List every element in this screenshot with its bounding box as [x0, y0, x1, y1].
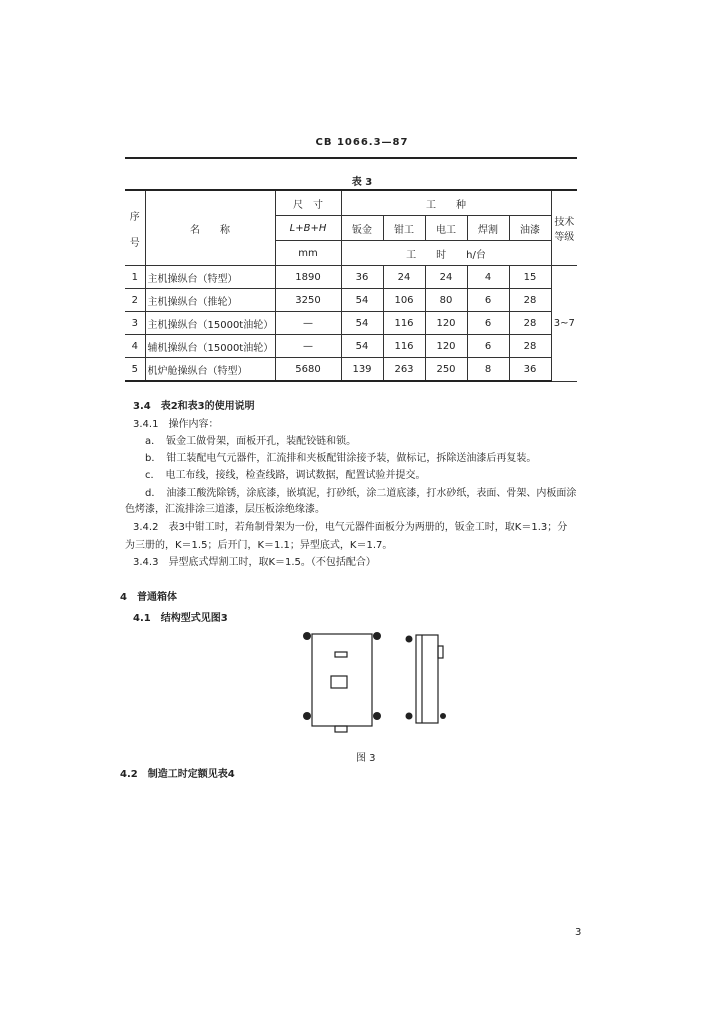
row-size: 5680 — [275, 358, 341, 382]
section-4-heading: 4 普通箱体 — [120, 592, 177, 603]
row-value: 28 — [509, 312, 551, 335]
item-a: a． 钣金工做骨架，面板开孔，装配铰链和锁。 — [145, 436, 357, 447]
box-front-panel — [312, 634, 372, 726]
section-4-2-heading: 4.2 制造工时定额见表4 — [120, 769, 235, 780]
row-value: 24 — [383, 266, 425, 289]
row-name: 主机操纵台（15000t油轮） — [145, 312, 275, 335]
row-value: 6 — [467, 289, 509, 312]
row-value: 139 — [341, 358, 383, 382]
trade-electrician: 电工 — [425, 216, 467, 241]
mounting-lugs — [303, 632, 446, 720]
section-4-1-heading: 4.1 结构型式见图3 — [133, 613, 228, 624]
cable-gland — [335, 726, 347, 732]
row-value: 36 — [341, 266, 383, 289]
row-value: 6 — [467, 312, 509, 335]
row-value: 28 — [509, 289, 551, 312]
section-3-4-1: 3.4.1 操作内容： — [133, 419, 219, 430]
table-row — [125, 312, 577, 335]
header-name: 名 称 — [145, 190, 275, 266]
item-d-line1: d． 油漆工酸洗除锈，涂底漆，嵌填泥，打砂纸，涂二道底漆，打水砂纸，表面、骨架、内板面涂 — [145, 488, 577, 499]
header-size: 尺 寸 — [275, 190, 341, 216]
header-hours: 工 时 h/台 — [341, 241, 551, 266]
door-window — [331, 676, 347, 688]
row-size: — — [275, 312, 341, 335]
figure-3-drawing — [295, 628, 455, 740]
row-value: 263 — [383, 358, 425, 382]
item-b: b． 钳工装配电气元器件，汇流排和夹板配钳涂接予装，做标记，拆除送油漆后再复装。 — [145, 453, 537, 464]
figure-caption: 图 3 — [356, 753, 376, 764]
trade-welding: 焊割 — [467, 216, 509, 241]
page-number: 3 — [575, 927, 582, 938]
trade-fitter: 钳工 — [383, 216, 425, 241]
row-value: 15 — [509, 266, 551, 289]
row-value: 4 — [467, 266, 509, 289]
table-row — [125, 358, 577, 382]
row-name: 主机操纵台（推轮） — [145, 289, 275, 312]
row-value: 250 — [425, 358, 467, 382]
table-row — [125, 289, 577, 312]
row-value: 6 — [467, 335, 509, 358]
table-title: 表 3 — [351, 177, 373, 188]
section-3-4-2-line1: 3.4.2 表3中钳工时，若角制骨架为一份，电气元器件面板分为两册的，钣金工时，取K＝1.3；分 — [133, 522, 568, 533]
table-row — [125, 266, 577, 289]
row-size: 3250 — [275, 289, 341, 312]
header-rule — [125, 157, 577, 159]
row-size: — — [275, 335, 341, 358]
row-value: 120 — [425, 335, 467, 358]
header-grade: 技术等级 — [551, 190, 577, 266]
row-value: 28 — [509, 335, 551, 358]
trade-sheet-metal: 钣金 — [341, 216, 383, 241]
header-unit: mm — [275, 241, 341, 266]
document-code: CB 1066.3—87 — [315, 137, 409, 148]
row-name: 主机操纵台（特型） — [145, 266, 275, 289]
item-d-line2: 色烤漆，汇流排涂三道漆，层压板涂绝缘漆。 — [125, 504, 325, 515]
row-seq: 4 — [125, 335, 145, 358]
row-name: 机炉舱操纵台（特型） — [145, 358, 275, 382]
row-value: 106 — [383, 289, 425, 312]
indicator-window — [335, 652, 347, 657]
row-seq: 1 — [125, 266, 145, 289]
row-value: 120 — [425, 312, 467, 335]
row-name: 辅机操纵台（15000t油轮） — [145, 335, 275, 358]
table-row — [125, 335, 577, 358]
row-value: 80 — [425, 289, 467, 312]
section-3-4-heading: 3.4 表2和表3的使用说明 — [133, 401, 255, 412]
trade-painting: 油漆 — [509, 216, 551, 241]
section-3-4-2-line2: 为三册的，K＝1.5；后开门，K＝1.1；异型底式，K＝1.7。 — [125, 540, 393, 551]
header-formula: L+B+H — [275, 216, 341, 241]
side-hinge — [438, 646, 443, 658]
row-value: 8 — [467, 358, 509, 382]
row-value: 36 — [509, 358, 551, 382]
labor-hours-table — [125, 189, 577, 382]
grade-value: 3~7 — [551, 266, 577, 382]
header-seq: 序 号 — [125, 190, 145, 266]
row-value: 54 — [341, 289, 383, 312]
row-size: 1890 — [275, 266, 341, 289]
row-seq: 5 — [125, 358, 145, 382]
row-value: 116 — [383, 335, 425, 358]
row-value: 24 — [425, 266, 467, 289]
header-trade: 工 种 — [341, 190, 551, 216]
row-value: 116 — [383, 312, 425, 335]
item-c: c． 电工布线，接线，检查线路，调试数据，配置试验并提交。 — [145, 470, 426, 481]
box-side-panel — [416, 635, 438, 723]
row-value: 54 — [341, 335, 383, 358]
section-3-4-3: 3.4.3 异型底式焊割工时，取K＝1.5。（不包括配合） — [133, 557, 376, 568]
row-seq: 2 — [125, 289, 145, 312]
row-value: 54 — [341, 312, 383, 335]
row-seq: 3 — [125, 312, 145, 335]
